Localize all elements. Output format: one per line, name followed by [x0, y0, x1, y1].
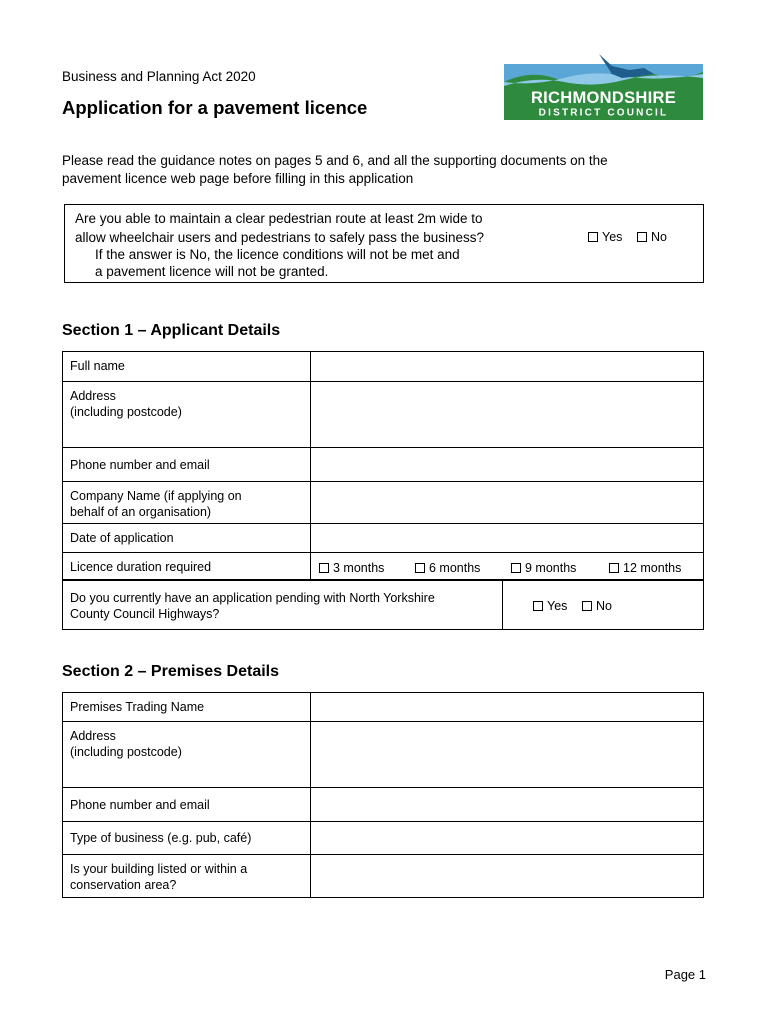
duration-3-checkbox[interactable] — [319, 563, 329, 573]
listed-line1: Is your building listed or within a — [70, 862, 248, 876]
duration-12-checkbox[interactable] — [609, 563, 619, 573]
duration-6-months[interactable] — [415, 561, 480, 575]
pending-options — [503, 580, 704, 630]
listed-building-field[interactable] — [311, 855, 704, 898]
pending-yes-label: Yes — [547, 599, 568, 613]
company-name-label — [63, 482, 311, 524]
address-label — [63, 382, 311, 448]
pending-no-label: No — [596, 599, 612, 613]
listed-line2: conservation area? — [70, 878, 177, 892]
duration-12-label: 12 months — [623, 561, 682, 575]
date-label: Date of application — [63, 524, 311, 553]
company-label-line2: behalf of an organisation) — [70, 505, 212, 519]
address-label-line2: (including postcode) — [70, 405, 182, 419]
pedestrian-no-checkbox[interactable] — [637, 232, 647, 242]
logo-line1: RICHMONDSHIRE — [530, 89, 677, 107]
pending-line1: Do you currently have an application pending with North Yorkshire — [70, 591, 435, 605]
duration-9-months[interactable] — [511, 561, 576, 575]
premises-address-line1: Address — [70, 729, 116, 743]
duration-9-label: 9 months — [525, 561, 577, 575]
pending-application-table — [62, 579, 704, 630]
logo-line2: DISTRICT COUNCIL — [538, 107, 669, 119]
business-type-field[interactable] — [311, 822, 704, 855]
company-name-field[interactable] — [311, 482, 704, 524]
duration-options — [311, 553, 704, 581]
company-label-line1: Company Name (if applying on — [70, 489, 242, 503]
pending-question — [63, 580, 503, 630]
page-number: Page 1 — [664, 967, 706, 982]
duration-6-label: 6 months — [429, 561, 481, 575]
intro-text — [62, 152, 712, 188]
trading-name-label: Premises Trading Name — [63, 693, 311, 722]
section1-heading: Section 1 – Applicant Details — [62, 322, 281, 339]
section2-heading: Section 2 – Premises Details — [62, 663, 279, 680]
pedestrian-no-label: No — [651, 230, 667, 244]
duration-label: Licence duration required — [63, 553, 311, 581]
full-name-field[interactable] — [311, 352, 704, 382]
business-type-label: Type of business (e.g. pub, café) — [63, 822, 311, 855]
pending-no-checkbox[interactable] — [582, 601, 592, 611]
date-field[interactable] — [311, 524, 704, 553]
applicant-details-table — [62, 351, 704, 581]
act-name: Business and Planning Act 2020 — [62, 69, 256, 84]
page-title: Application for a pavement licence — [62, 97, 368, 118]
pedestrian-yes-option[interactable] — [588, 230, 622, 244]
council-logo — [504, 52, 703, 120]
listed-building-label — [63, 855, 311, 898]
pedestrian-yes-label: Yes — [602, 230, 623, 244]
premises-address-line2: (including postcode) — [70, 745, 182, 759]
phone-email-field[interactable] — [311, 448, 704, 482]
pedestrian-route-question — [64, 204, 704, 283]
duration-6-checkbox[interactable] — [415, 563, 425, 573]
full-name-label: Full name — [63, 352, 311, 382]
premises-phone-email-label: Phone number and email — [63, 788, 311, 822]
trading-name-field[interactable] — [311, 693, 704, 722]
intro-line-2: pavement licence web page before filling in this application — [62, 171, 414, 186]
pending-yes-option[interactable] — [533, 599, 567, 613]
pending-line2: County Council Highways? — [70, 607, 220, 621]
pending-yes-checkbox[interactable] — [533, 601, 543, 611]
pedestrian-no-option[interactable] — [637, 230, 667, 244]
phone-email-label: Phone number and email — [63, 448, 311, 482]
pending-no-option[interactable] — [582, 599, 612, 613]
premises-address-label — [63, 722, 311, 788]
duration-12-months[interactable] — [609, 561, 681, 575]
duration-9-checkbox[interactable] — [511, 563, 521, 573]
address-label-line1: Address — [70, 389, 116, 403]
duration-3-months[interactable] — [319, 561, 384, 575]
pedestrian-yes-checkbox[interactable] — [588, 232, 598, 242]
question-line-1: Are you able to maintain a clear pedestrian route at least 2m wide to — [75, 211, 483, 226]
duration-3-label: 3 months — [333, 561, 385, 575]
premises-address-field[interactable] — [311, 722, 704, 788]
question-note-1: If the answer is No, the licence conditions will not be met and — [95, 247, 460, 262]
intro-line-1: Please read the guidance notes on pages 5 and 6, and all the supporting documents on the — [62, 153, 608, 168]
question-note-2: a pavement licence will not be granted. — [95, 264, 329, 279]
question-line-2: allow wheelchair users and pedestrians to safely pass the business? — [75, 230, 484, 245]
premises-phone-email-field[interactable] — [311, 788, 704, 822]
premises-details-table — [62, 692, 704, 898]
address-field[interactable] — [311, 382, 704, 448]
